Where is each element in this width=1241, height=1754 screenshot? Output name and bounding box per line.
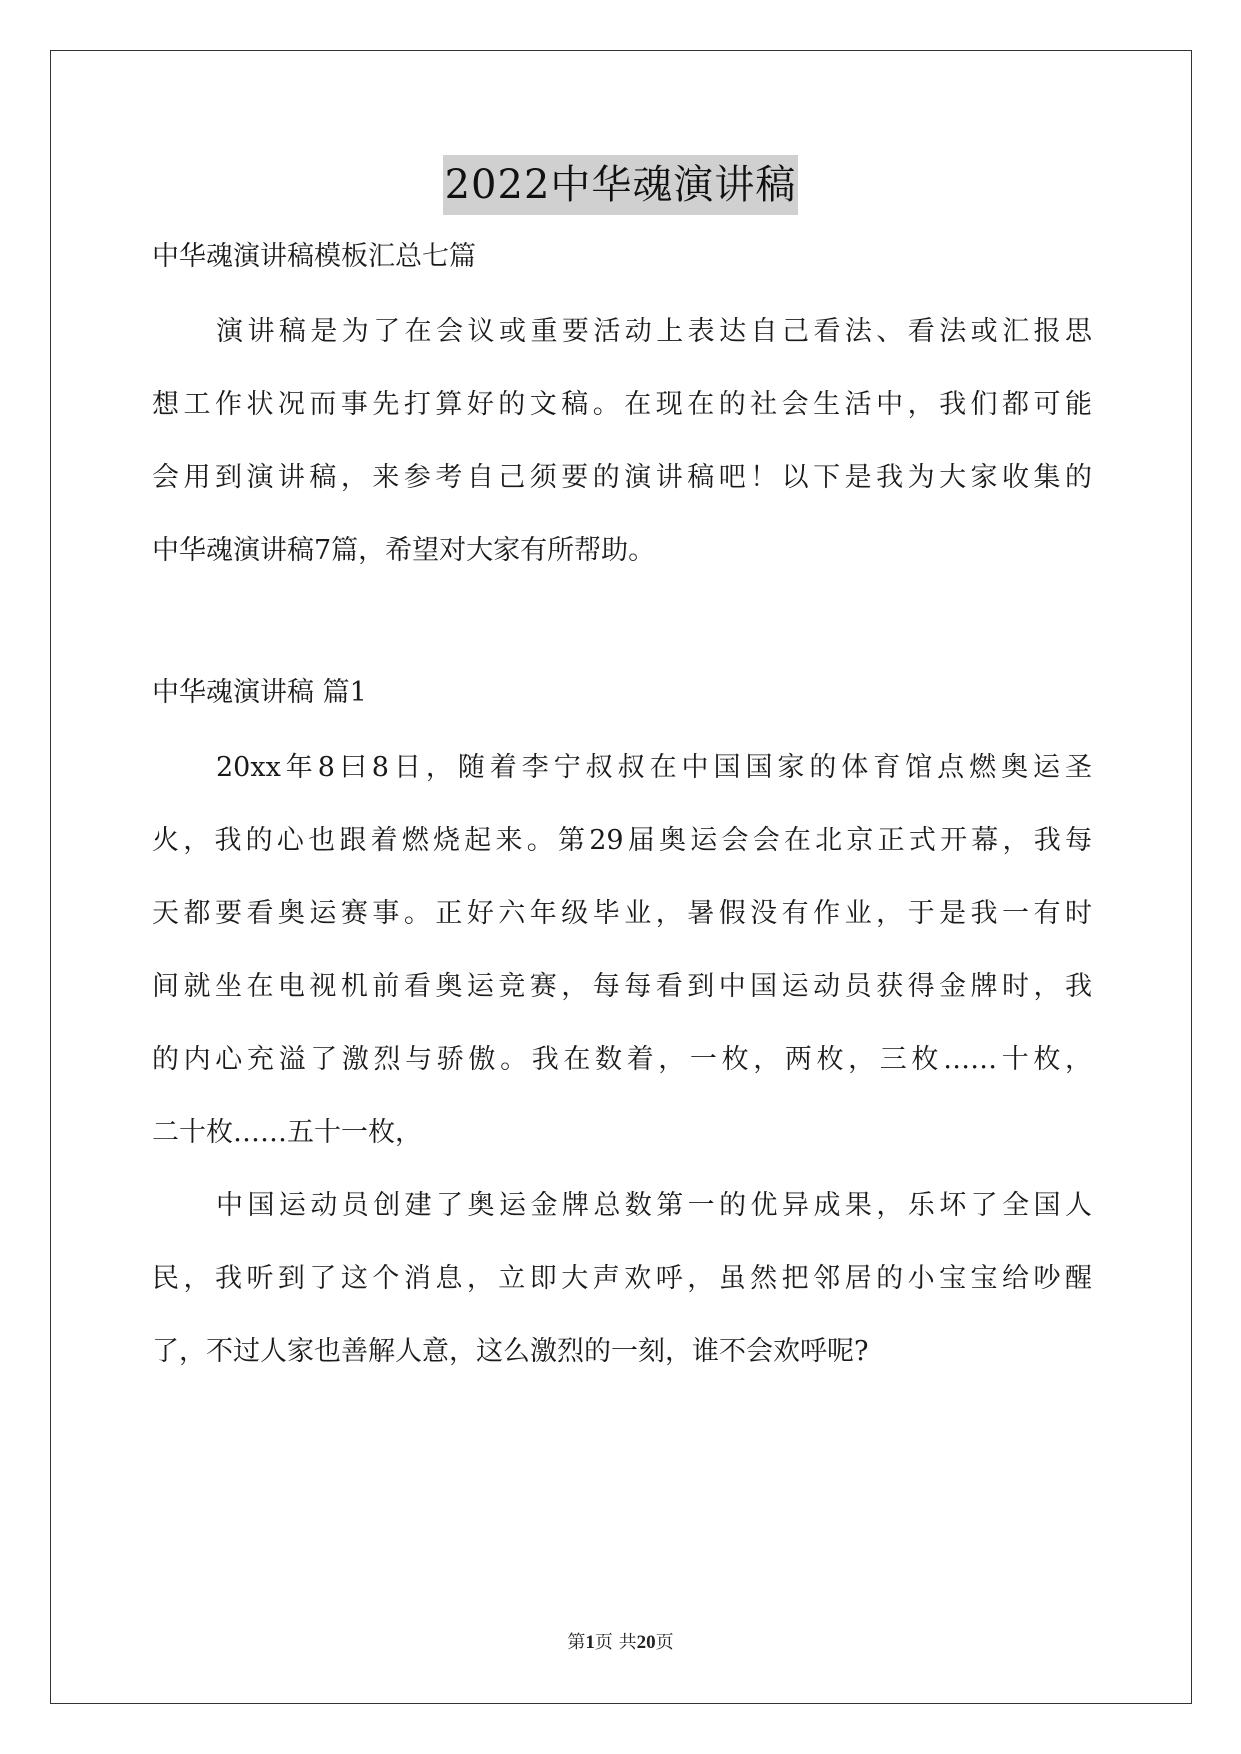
footer-prefix: 第 bbox=[567, 1632, 586, 1653]
footer-suffix: 页 bbox=[655, 1632, 674, 1653]
paragraph-line: 二十枚……五十一枚， bbox=[152, 1117, 422, 1148]
intro-line: 会用到演讲稿，来参考自己须要的演讲稿吧！以下是我为大家收集的 bbox=[152, 462, 1092, 493]
paragraph-line: 民，我听到了这个消息，立即大声欢呼，虽然把邻居的小宝宝给吵醒 bbox=[152, 1263, 1092, 1294]
page-border bbox=[50, 50, 1192, 1704]
intro-line: 想工作状况而事先打算好的文稿。在现在的社会生活中，我们都可能 bbox=[152, 389, 1092, 420]
intro-line: 中华魂演讲稿7篇，希望对大家有所帮助。 bbox=[152, 535, 656, 566]
paragraph-line: 火，我的心也跟着燃烧起来。第29届奥运会会在北京正式开幕，我每 bbox=[152, 825, 1092, 856]
page-footer bbox=[0, 1630, 1241, 1656]
paragraph-line: 了，不过人家也善解人意，这么激烈的一刻，谁不会欢呼呢? bbox=[152, 1336, 869, 1367]
paragraph-line: 间就坐在电视机前看奥运竞赛，每每看到中国运动员获得金牌时，我 bbox=[152, 971, 1092, 1002]
paragraph-line: 的内心充溢了激烈与骄傲。我在数着，一枚，两枚，三枚……十枚， bbox=[152, 1044, 1092, 1075]
intro-line: 演讲稿是为了在会议或重要活动上表达自己看法、看法或汇报思 bbox=[216, 316, 1092, 347]
title-container bbox=[0, 155, 1241, 215]
paragraph-line: 中国运动员创建了奥运金牌总数第一的优异成果，乐坏了全国人 bbox=[216, 1190, 1092, 1221]
section-heading: 中华魂演讲稿 篇1 bbox=[152, 677, 367, 708]
paragraph-line: 20xx年8曰8日，随着李宁叔叔在中国国家的体育馆点燃奥运圣 bbox=[216, 752, 1092, 783]
current-page-number: 1 bbox=[585, 1632, 595, 1653]
document-title[interactable]: 2022中华魂演讲稿 bbox=[443, 155, 799, 215]
footer-middle: 页 共 bbox=[594, 1632, 637, 1653]
subtitle: 中华魂演讲稿模板汇总七篇 bbox=[152, 241, 476, 272]
total-pages-number: 20 bbox=[636, 1632, 656, 1653]
paragraph-line: 天都要看奥运赛事。正好六年级毕业，暑假没有作业，于是我一有时 bbox=[152, 898, 1092, 929]
